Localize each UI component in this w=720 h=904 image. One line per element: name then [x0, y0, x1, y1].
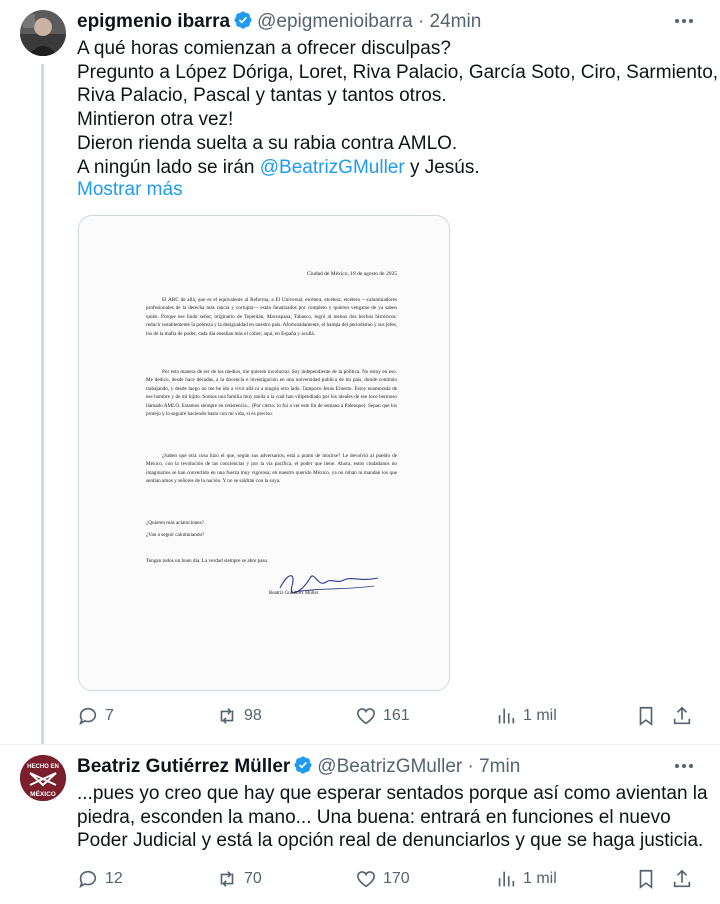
retweet-count: 70: [244, 870, 262, 887]
letter-image[interactable]: [78, 215, 450, 691]
timestamp[interactable]: 7min: [479, 756, 521, 777]
avatar[interactable]: [20, 10, 66, 56]
logo-text-top: HECHO EN: [27, 764, 59, 770]
heart-icon: [355, 868, 377, 890]
avatar[interactable]: [20, 755, 66, 801]
views-button[interactable]: [495, 868, 557, 890]
like-button[interactable]: [355, 868, 410, 890]
hecho-en-mexico-logo-icon: [20, 755, 66, 801]
like-button[interactable]: [355, 705, 410, 727]
tweet-text-line: Pregunto a López Dóriga, Loret, Riva Palacio, García Soto, Ciro, Sarmiento,: [77, 61, 719, 83]
tweet-text: [77, 37, 719, 179]
logo-text-bottom: MÉXICO: [30, 791, 56, 798]
share-icon[interactable]: [671, 705, 693, 727]
reply-icon: [77, 868, 99, 890]
letter-document: [124, 238, 409, 658]
views-button[interactable]: [495, 705, 557, 727]
tweet-text-line: Riva Palacio, Pascal y tantas y tantos otros.: [77, 85, 447, 107]
verified-badge-icon: [293, 755, 313, 775]
like-count: 170: [383, 870, 410, 887]
letter-paragraph: ¿Saben qué otra cosa hizo el que, según sus adversarios, está a punto de morirse? Le devolvió al pueblo de México, con la revolución de las conciencias y por la vía pacífica, el poder que tiene. Ahora, estos ciudadanos no imaginarios se han convertido en una fuerza muy vigorosa; en nuestro querido México, ya no roban ni mandan los que sentían amos y señores de la nación. Y no se saldrán con la suya.: [146, 453, 397, 485]
text-fragment: A ningún lado se irán: [77, 156, 260, 178]
tweet-text-line: Dieron rienda suelta a su rabia contra AMLO.: [77, 132, 458, 154]
retweet-button[interactable]: [216, 705, 262, 727]
retweet-icon: [216, 705, 238, 727]
more-options-icon[interactable]: [672, 754, 696, 778]
letter-date: Ciudad de México, 18 de agosto de 2025: [306, 271, 397, 277]
retweet-button[interactable]: [216, 868, 262, 890]
reply-button[interactable]: [77, 868, 123, 890]
timestamp[interactable]: 24min: [429, 11, 482, 32]
verified-badge-icon: [233, 10, 253, 30]
tweet-header: [77, 10, 481, 33]
views-count: 1 mil: [523, 707, 557, 724]
tweet-text-line: ...pues yo creo que hay que esperar sentados porque así como avientan la: [77, 783, 708, 804]
letter-closing: Tengan todos un buen día. La verdad siempre se abre paso.: [146, 558, 269, 564]
letter-paragraph: El ABC de allá, que es el equivalente al Reforma, a El Universal, etcétera, etcétera, etcétera —calumniadores profesionales de la derecha más rancia y corrupta— están fanatizados por completo y quieren vengarse de ya saben quién. Porque ese lindo señor, originario de Tepetitán, Macuspana, Tabasco, logró al menos dos hechos históricos: reducir notablemente la pobreza y la desigualdad en nuestro país. Afortunadamente, el hampa del periodismo y sus jefes, los de la mafia de poder, cada día enseñan más el cobre; aquí, en España y acullá.: [146, 297, 397, 337]
bookmark-icon[interactable]: [635, 868, 657, 890]
tweet-text-line: A qué horas comienzan a ofrecer disculpas?: [77, 38, 451, 59]
more-options-icon[interactable]: [672, 9, 696, 33]
separator-dot: ·: [417, 11, 425, 32]
action-bar: [77, 868, 693, 892]
reply-count: 12: [105, 870, 123, 887]
tweet-text-line: piedra, esconden la mano... Una buena: entrará en funciones el nuevo: [77, 806, 671, 828]
reply-icon: [77, 705, 99, 727]
tweet-text-line: Poder Judicial y está la opción real de denunciarlos y que se haga justicia.: [77, 830, 704, 852]
author-name[interactable]: Beatriz Gutiérrez Müller: [77, 756, 291, 777]
show-more-link[interactable]: Mostrar más: [77, 179, 183, 200]
share-icon[interactable]: [671, 868, 693, 890]
reply-button[interactable]: [77, 705, 114, 727]
avatar-photo-icon: [20, 10, 66, 56]
tweet-header: [77, 755, 520, 778]
separator-dot: ·: [467, 756, 474, 777]
tweet-text-line: [77, 156, 692, 180]
author-handle[interactable]: @epigmenioibarra: [257, 11, 413, 32]
like-count: 161: [383, 707, 410, 724]
mention-link[interactable]: @BeatrizGMuller: [259, 156, 405, 178]
author-handle[interactable]: @BeatrizGMuller: [317, 756, 463, 777]
retweet-count: 98: [244, 707, 262, 724]
views-count: 1 mil: [523, 870, 557, 887]
tweet-text-line: Mintieron otra vez!: [77, 109, 234, 131]
tweet-2[interactable]: [0, 745, 720, 904]
signature-name: Beatriz Gutiérrez Müller: [269, 591, 319, 596]
action-bar: [77, 705, 693, 729]
views-chart-icon: [495, 705, 517, 727]
reply-count: 7: [105, 707, 114, 724]
views-chart-icon: [495, 868, 517, 890]
letter-question: ¿Quieren más aclaraciones?: [146, 520, 204, 526]
heart-icon: [355, 705, 377, 727]
letter-paragraph: Por esta manera de ser de los medios, me quieren involucrar. Soy independiente de la política. No estoy en eso. Me dedico, desde hace décadas, a la docencia e investigación en una universidad pública de mi país, donde continúo trabajando, y desde luego no me he ido a vivir allá ni a ningún otro lado. Tampoco Jesús Ernesto. Estoy enamorada de ese hombre y de mi hijito. Somos una familia muy unida a la cual han vilipendiado por los ideales de ese loco hermoso llamado AMLO. Estamos siempre en resistencia... (Por cierto: lo fui a ver este fin de semana a Palenque). Sepan que los protejo y lo seguiré haciendo hasta con mi vida, si es preciso.: [146, 369, 397, 418]
bookmark-icon[interactable]: [635, 705, 657, 727]
text-fragment: y Jesús.: [404, 156, 480, 178]
tweet-text: [77, 782, 708, 853]
letter-question: ¿Van a seguir calumniando?: [146, 532, 205, 538]
author-name[interactable]: epigmenio ibarra: [77, 11, 231, 32]
thread-line: [41, 64, 44, 744]
retweet-icon: [216, 868, 238, 890]
